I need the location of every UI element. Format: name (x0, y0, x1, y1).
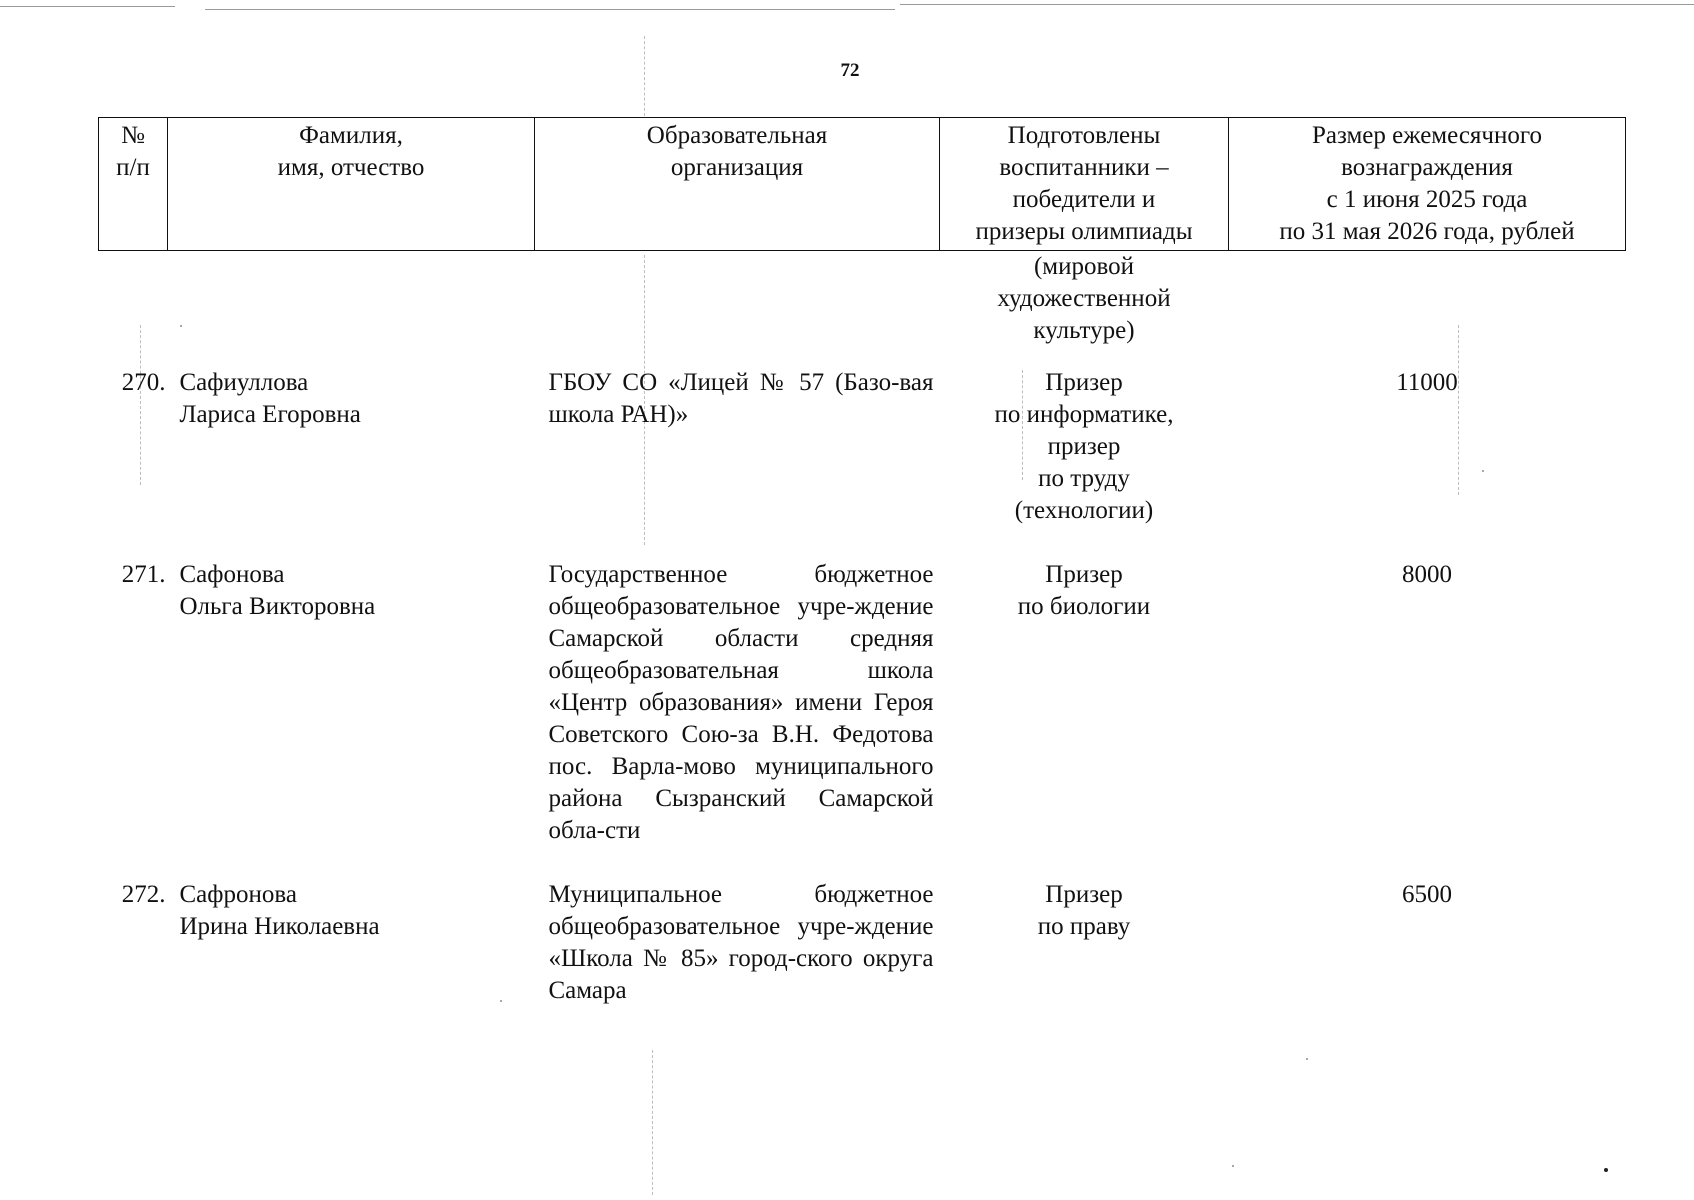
row-full-name: Сафонова Ольга Викторовна (179, 561, 376, 620)
scan-speck (1306, 1058, 1308, 1060)
scan-dotted-line (644, 36, 645, 116)
scan-edge-line (0, 6, 175, 7)
row-award: Призер по праву (1037, 881, 1131, 940)
table-row (99, 879, 1626, 1039)
scan-dotted-line (652, 1050, 653, 1195)
awards-table (98, 117, 1626, 1039)
table-row (99, 367, 1626, 559)
row-organization: Муниципальное бюджетное общеобразовательное учре-ждение «Школа № 85» город-ского округа Самара (548, 881, 934, 1004)
header-olympiad-winners: Подготовлены воспитанники – победители и призеры олимпиады (940, 118, 1229, 251)
header-number: № п/п (99, 118, 168, 251)
row-number: 271. (121, 561, 166, 588)
page-number: 72 (840, 60, 860, 81)
scan-speck (1604, 1168, 1608, 1172)
row-full-name: Сафронова Ирина Николаевна (179, 881, 380, 940)
row-amount: 6500 (1402, 881, 1452, 908)
row-amount: 11000 (1396, 369, 1458, 396)
row-organization: ГБОУ СО «Лицей № 57 (Базо-вая школа РАН)» (548, 369, 934, 428)
header-row (99, 118, 1626, 251)
header-monthly-reward: Размер ежемесячного вознаграждения с 1 июня 2025 года по 31 мая 2026 года, рублей (1229, 118, 1626, 251)
row-award: Призер по информатике, призер по труду (технологии) (994, 369, 1174, 524)
continuation-award-text: (мировой художественной культуре) (997, 253, 1171, 344)
row-full-name: Сафиуллова Лариса Егоровна (179, 369, 361, 428)
continuation-row (99, 251, 1626, 368)
table-body (99, 251, 1626, 1040)
scan-speck (1232, 1165, 1234, 1167)
row-award: Призер по биологии (1017, 561, 1151, 620)
scan-edge-line (205, 9, 895, 10)
header-organization: Образовательная организация (535, 118, 940, 251)
scan-edge-line (900, 4, 1694, 5)
table-row (99, 559, 1626, 879)
header-full-name: Фамилия, имя, отчество (168, 118, 535, 251)
table-header (99, 118, 1626, 251)
row-number: 270. (121, 369, 166, 396)
row-number: 272. (121, 881, 166, 908)
row-amount: 8000 (1402, 561, 1452, 588)
row-organization: Государственное бюджетное общеобразовательное учре-ждение Самарской области средняя общеобразовательная школа «Центр образования» имени Героя Советского Сою-за В.Н. Федотова пос. Варла-мово муниципального района Сызранский Самарской обла-сти (548, 561, 934, 844)
